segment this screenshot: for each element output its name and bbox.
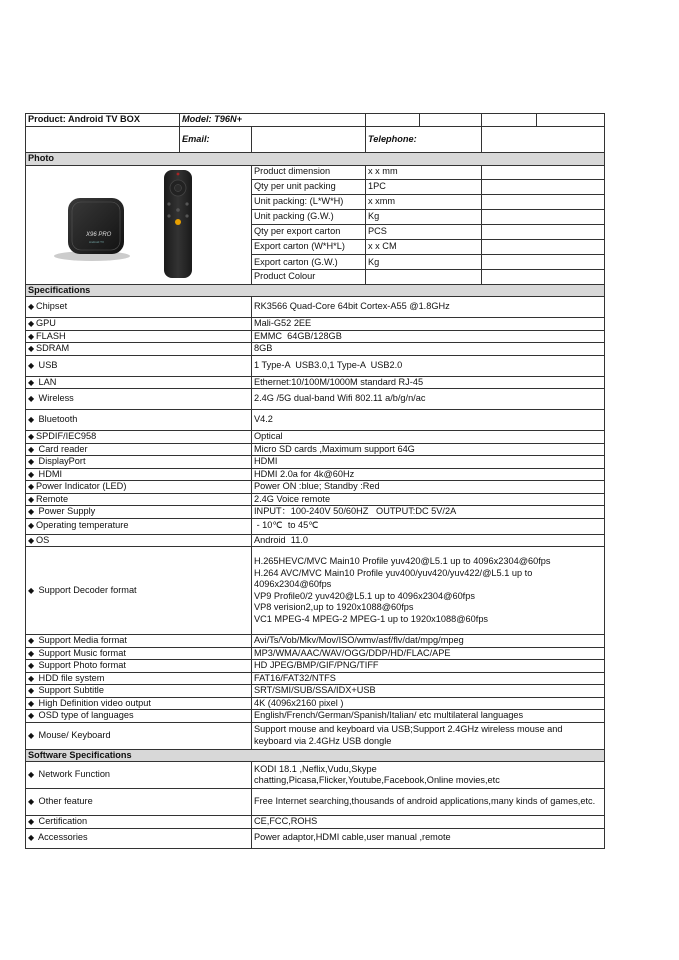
spec-label-text: HDMI <box>36 468 63 479</box>
bullet-icon: ◆ <box>28 711 35 720</box>
spec-row <box>26 647 605 660</box>
telephone-value-cell <box>482 127 605 153</box>
remote-control-icon <box>164 170 192 278</box>
spec-label-text: Power Supply <box>36 506 96 516</box>
spec-label-text: Support Decoder format <box>36 584 137 595</box>
packing-label: Export carton (W*H*L) <box>252 240 366 255</box>
packing-label: Qty per unit packing <box>252 179 366 194</box>
packing-value: PCS <box>366 224 482 239</box>
spec-value: English/French/German/Spanish/Italian/ etc multilateral languages <box>252 710 605 723</box>
packing-value: x x mm <box>366 165 482 179</box>
spec-label <box>26 468 252 481</box>
spec-row <box>26 493 605 506</box>
spec-label <box>26 330 252 343</box>
spec-value: CE,FCC,ROHS <box>252 816 605 829</box>
spec-value: Avi/Ts/Vob/Mkv/Mov/ISO/wmv/asf/flv/dat/mpg/mpeg <box>252 635 605 648</box>
product-photo <box>26 165 252 284</box>
spec-label-text: Support Photo format <box>36 660 126 670</box>
spec-row <box>26 389 605 410</box>
bullet-icon: ◆ <box>28 730 35 740</box>
bullet-icon: ◆ <box>28 469 35 479</box>
header-empty-cell <box>420 114 482 127</box>
spec-label-text: Chipset <box>36 301 68 312</box>
spec-label-text: Wireless <box>36 393 74 404</box>
spec-value: 8GB <box>252 343 605 356</box>
packing-label: Qty per export carton <box>252 224 366 239</box>
bullet-icon: ◆ <box>28 636 35 645</box>
bullet-icon: ◆ <box>28 415 35 425</box>
bullet-icon: ◆ <box>28 507 35 516</box>
spec-value: SRT/SMI/SUB/SSA/IDX+USB <box>252 685 605 698</box>
spec-row <box>26 330 605 343</box>
spec-label-text: GPU <box>36 318 56 328</box>
spec-row <box>26 685 605 698</box>
spec-label <box>26 534 252 547</box>
spec-row <box>26 534 605 547</box>
header-row-1 <box>26 114 605 127</box>
spec-value: 2.4G Voice remote <box>252 493 605 506</box>
spec-table <box>25 113 605 849</box>
section-title: Software Specifications <box>26 749 605 762</box>
spec-label <box>26 355 252 376</box>
spec-row <box>26 376 605 389</box>
packing-label: Unit packing: (L*W*H) <box>252 194 366 209</box>
header-empty-cell <box>366 114 420 127</box>
spec-label-text: Support Music format <box>36 647 126 658</box>
spec-label <box>26 816 252 829</box>
packing-empty-cell <box>482 255 605 270</box>
spec-label <box>26 647 252 660</box>
packing-label: Product Colour <box>252 270 366 284</box>
bullet-icon: ◆ <box>28 585 35 595</box>
spec-label-text: OS <box>36 534 50 545</box>
spec-row <box>26 297 605 318</box>
packing-row <box>26 165 605 179</box>
tv-box-icon <box>54 198 130 261</box>
spec-label-text: FLASH <box>36 330 66 341</box>
spec-value: Free Internet searching,thousands of android applications,many kinds of games,etc. <box>252 789 605 816</box>
spec-value: Micro SD cards ,Maximum support 64G <box>252 443 605 456</box>
spec-label <box>26 343 252 356</box>
spec-row <box>26 828 605 848</box>
spec-value: EMMC 64GB/128GB <box>252 330 605 343</box>
spec-label-text: Other feature <box>36 796 93 807</box>
packing-value: Kg <box>366 255 482 270</box>
spec-label-text: USB <box>36 359 58 370</box>
spec-label-text: Mouse/ Keyboard <box>36 729 111 740</box>
spec-label <box>26 456 252 469</box>
tv-box-image <box>28 166 250 284</box>
spec-value: V4.2 <box>252 410 605 431</box>
section-title: Photo <box>26 153 605 166</box>
email-label: Email: <box>180 127 252 153</box>
spec-sheet <box>25 113 604 849</box>
spec-label-text: Bluetooth <box>36 414 78 425</box>
spec-label <box>26 297 252 318</box>
spec-row <box>26 481 605 494</box>
bullet-icon: ◆ <box>28 833 35 843</box>
spec-label <box>26 547 252 635</box>
spec-value: 4K (4096x2160 pixel ) <box>252 697 605 710</box>
spec-label-text: LAN <box>36 376 57 387</box>
spec-label-text: Power Indicator (LED) <box>36 481 127 491</box>
bullet-icon: ◆ <box>28 457 35 466</box>
packing-label: Unit packing (G.W.) <box>252 209 366 224</box>
spec-row <box>26 355 605 376</box>
spec-row <box>26 710 605 723</box>
spec-label <box>26 685 252 698</box>
header-empty-cell <box>482 114 537 127</box>
svg-text:X96 PRO: X96 PRO <box>85 231 111 238</box>
spec-value: HDMI <box>252 456 605 469</box>
spec-label <box>26 481 252 494</box>
bullet-icon: ◆ <box>28 686 35 695</box>
bullet-icon: ◆ <box>28 535 35 545</box>
spec-label <box>26 635 252 648</box>
packing-value: Kg <box>366 209 482 224</box>
spec-label <box>26 318 252 331</box>
spec-label-text: OSD type of languages <box>36 710 134 720</box>
spec-row <box>26 762 605 789</box>
spec-row <box>26 343 605 356</box>
bullet-icon: ◆ <box>28 521 35 531</box>
section-title: Specifications <box>26 284 605 297</box>
header-empty-cell <box>537 114 605 127</box>
spec-label <box>26 722 252 749</box>
spec-label <box>26 828 252 848</box>
bullet-icon: ◆ <box>28 494 35 504</box>
spec-label-text: Operating temperature <box>36 520 129 531</box>
spec-row <box>26 456 605 469</box>
spec-label-text: Accessories <box>36 832 88 843</box>
spec-value: Android 11.0 <box>252 534 605 547</box>
telephone-label: Telephone: <box>366 127 482 153</box>
section-software <box>26 749 605 762</box>
spec-value: H.265HEVC/MVC Main10 Profile yuv420@L5.1 up to 4096x2304@60fps H.264 AVC/MVC Main10 Profile yuv400/yuv420/yuv422/@L5.1 up to 4096x2304@60fps VP9 Profile0/2 yuv420@L5.1 up to 4096x2304@60fps VP8 verision2,up to 1920x1088@60fps VC1 MPEG-4 MPEG-2 MPEG-1 up to 1920x1088@60fps <box>252 547 605 635</box>
spec-value: Support mouse and keyboard via USB;Support 2.4GHz wireless mouse and keyboard via 2.4GHz USB dongle <box>252 722 605 749</box>
spec-value: Mali-G52 2EE <box>252 318 605 331</box>
bullet-icon: ◆ <box>28 360 35 370</box>
spec-row <box>26 697 605 710</box>
spec-label <box>26 710 252 723</box>
spec-label-text: SDRAM <box>36 343 70 353</box>
packing-value <box>366 270 482 284</box>
spec-label <box>26 789 252 816</box>
packing-label: Product dimension <box>252 165 366 179</box>
spec-row <box>26 722 605 749</box>
spec-row <box>26 789 605 816</box>
spec-value: 2.4G /5G dual-band Wifi 802.11 a/b/g/n/ac <box>252 389 605 410</box>
spec-label-text: Support Subtitle <box>36 685 104 695</box>
spec-label <box>26 518 252 534</box>
spec-value: KODI 18.1 ,Neflix,Vudu,Skype chatting,Picasa,Flicker,Youtube,Facebook,Online movies,etc <box>252 762 605 789</box>
spec-label <box>26 762 252 789</box>
spec-row <box>26 635 605 648</box>
bullet-icon: ◆ <box>28 302 35 312</box>
model-label: Model: T96N+ <box>180 114 366 127</box>
bullet-icon: ◆ <box>28 331 35 341</box>
spec-label <box>26 389 252 410</box>
bullet-icon: ◆ <box>28 482 35 491</box>
spec-row <box>26 410 605 431</box>
spec-label <box>26 431 252 444</box>
packing-value: 1PC <box>366 179 482 194</box>
spec-label-text: HDD file system <box>36 672 105 683</box>
bullet-icon: ◆ <box>28 444 35 454</box>
spec-value: 1 Type-A USB3.0,1 Type-A USB2.0 <box>252 355 605 376</box>
spec-value: Ethernet:10/100M/1000M standard RJ-45 <box>252 376 605 389</box>
spec-label-text: Card reader <box>36 443 88 454</box>
packing-empty-cell <box>482 165 605 179</box>
spec-label-text: Certification <box>36 816 88 826</box>
email-value-cell <box>252 127 366 153</box>
bullet-icon: ◆ <box>28 698 35 708</box>
spec-label <box>26 443 252 456</box>
packing-label: Export carton (G.W.) <box>252 255 366 270</box>
spec-value: Optical <box>252 431 605 444</box>
section-specifications <box>26 284 605 297</box>
spec-label-text: High Definition video output <box>36 697 151 708</box>
section-photo <box>26 153 605 166</box>
bullet-icon: ◆ <box>28 648 35 658</box>
spec-row <box>26 506 605 519</box>
spec-value: Power ON :blue; Standby :Red <box>252 481 605 494</box>
spec-label-text: Support Media format <box>36 635 127 645</box>
spec-label <box>26 506 252 519</box>
spec-value: Power adaptor,HDMI cable,user manual ,remote <box>252 828 605 848</box>
spec-label <box>26 660 252 673</box>
spec-row <box>26 518 605 534</box>
packing-empty-cell <box>482 209 605 224</box>
spec-value: - 10℃ to 45℃ <box>252 518 605 534</box>
spec-label-text: Network Function <box>36 769 111 780</box>
spec-value: RK3566 Quad-Core 64bit Cortex-A55 @1.8GHz <box>252 297 605 318</box>
packing-value: x xmm <box>366 194 482 209</box>
spec-value: MP3/WMA/AAC/WAV/OGG/DDP/HD/FLAC/APE <box>252 647 605 660</box>
spec-row <box>26 468 605 481</box>
bullet-icon: ◆ <box>28 661 35 670</box>
packing-empty-cell <box>482 224 605 239</box>
bullet-icon: ◆ <box>28 673 35 683</box>
spec-row <box>26 660 605 673</box>
bullet-icon: ◆ <box>28 817 35 826</box>
packing-value: x x CM <box>366 240 482 255</box>
bullet-icon: ◆ <box>28 797 35 807</box>
bullet-icon: ◆ <box>28 394 35 404</box>
spec-label <box>26 493 252 506</box>
packing-empty-cell <box>482 179 605 194</box>
packing-empty-cell <box>482 194 605 209</box>
photo-illustration <box>28 166 250 284</box>
spec-row <box>26 547 605 635</box>
product-label: Product: Android TV BOX <box>26 114 180 127</box>
svg-text:Android TV: Android TV <box>88 239 104 244</box>
header-row-2 <box>26 127 605 153</box>
bullet-icon: ◆ <box>28 344 35 353</box>
spec-label-text: Remote <box>36 493 69 504</box>
spec-label-text: SPDIF/IEC958 <box>36 431 97 441</box>
packing-empty-cell <box>482 240 605 255</box>
spec-label-text: DisplayPort <box>36 456 86 466</box>
bullet-icon: ◆ <box>28 432 35 441</box>
header-empty-cell <box>26 127 180 153</box>
bullet-icon: ◆ <box>28 377 35 387</box>
spec-value: FAT16/FAT32/NTFS <box>252 672 605 685</box>
spec-label <box>26 410 252 431</box>
spec-row <box>26 318 605 331</box>
spec-row <box>26 672 605 685</box>
bullet-icon: ◆ <box>28 319 35 328</box>
spec-row <box>26 443 605 456</box>
packing-empty-cell <box>482 270 605 284</box>
spec-value: INPUT：100-240V 50/60HZ OUTPUT:DC 5V/2A <box>252 506 605 519</box>
spec-row <box>26 431 605 444</box>
spec-value: HDMI 2.0a for 4k@60Hz <box>252 468 605 481</box>
spec-label <box>26 697 252 710</box>
spec-value: HD JPEG/BMP/GIF/PNG/TIFF <box>252 660 605 673</box>
bullet-icon: ◆ <box>28 770 35 780</box>
spec-row <box>26 816 605 829</box>
spec-label <box>26 376 252 389</box>
spec-label <box>26 672 252 685</box>
